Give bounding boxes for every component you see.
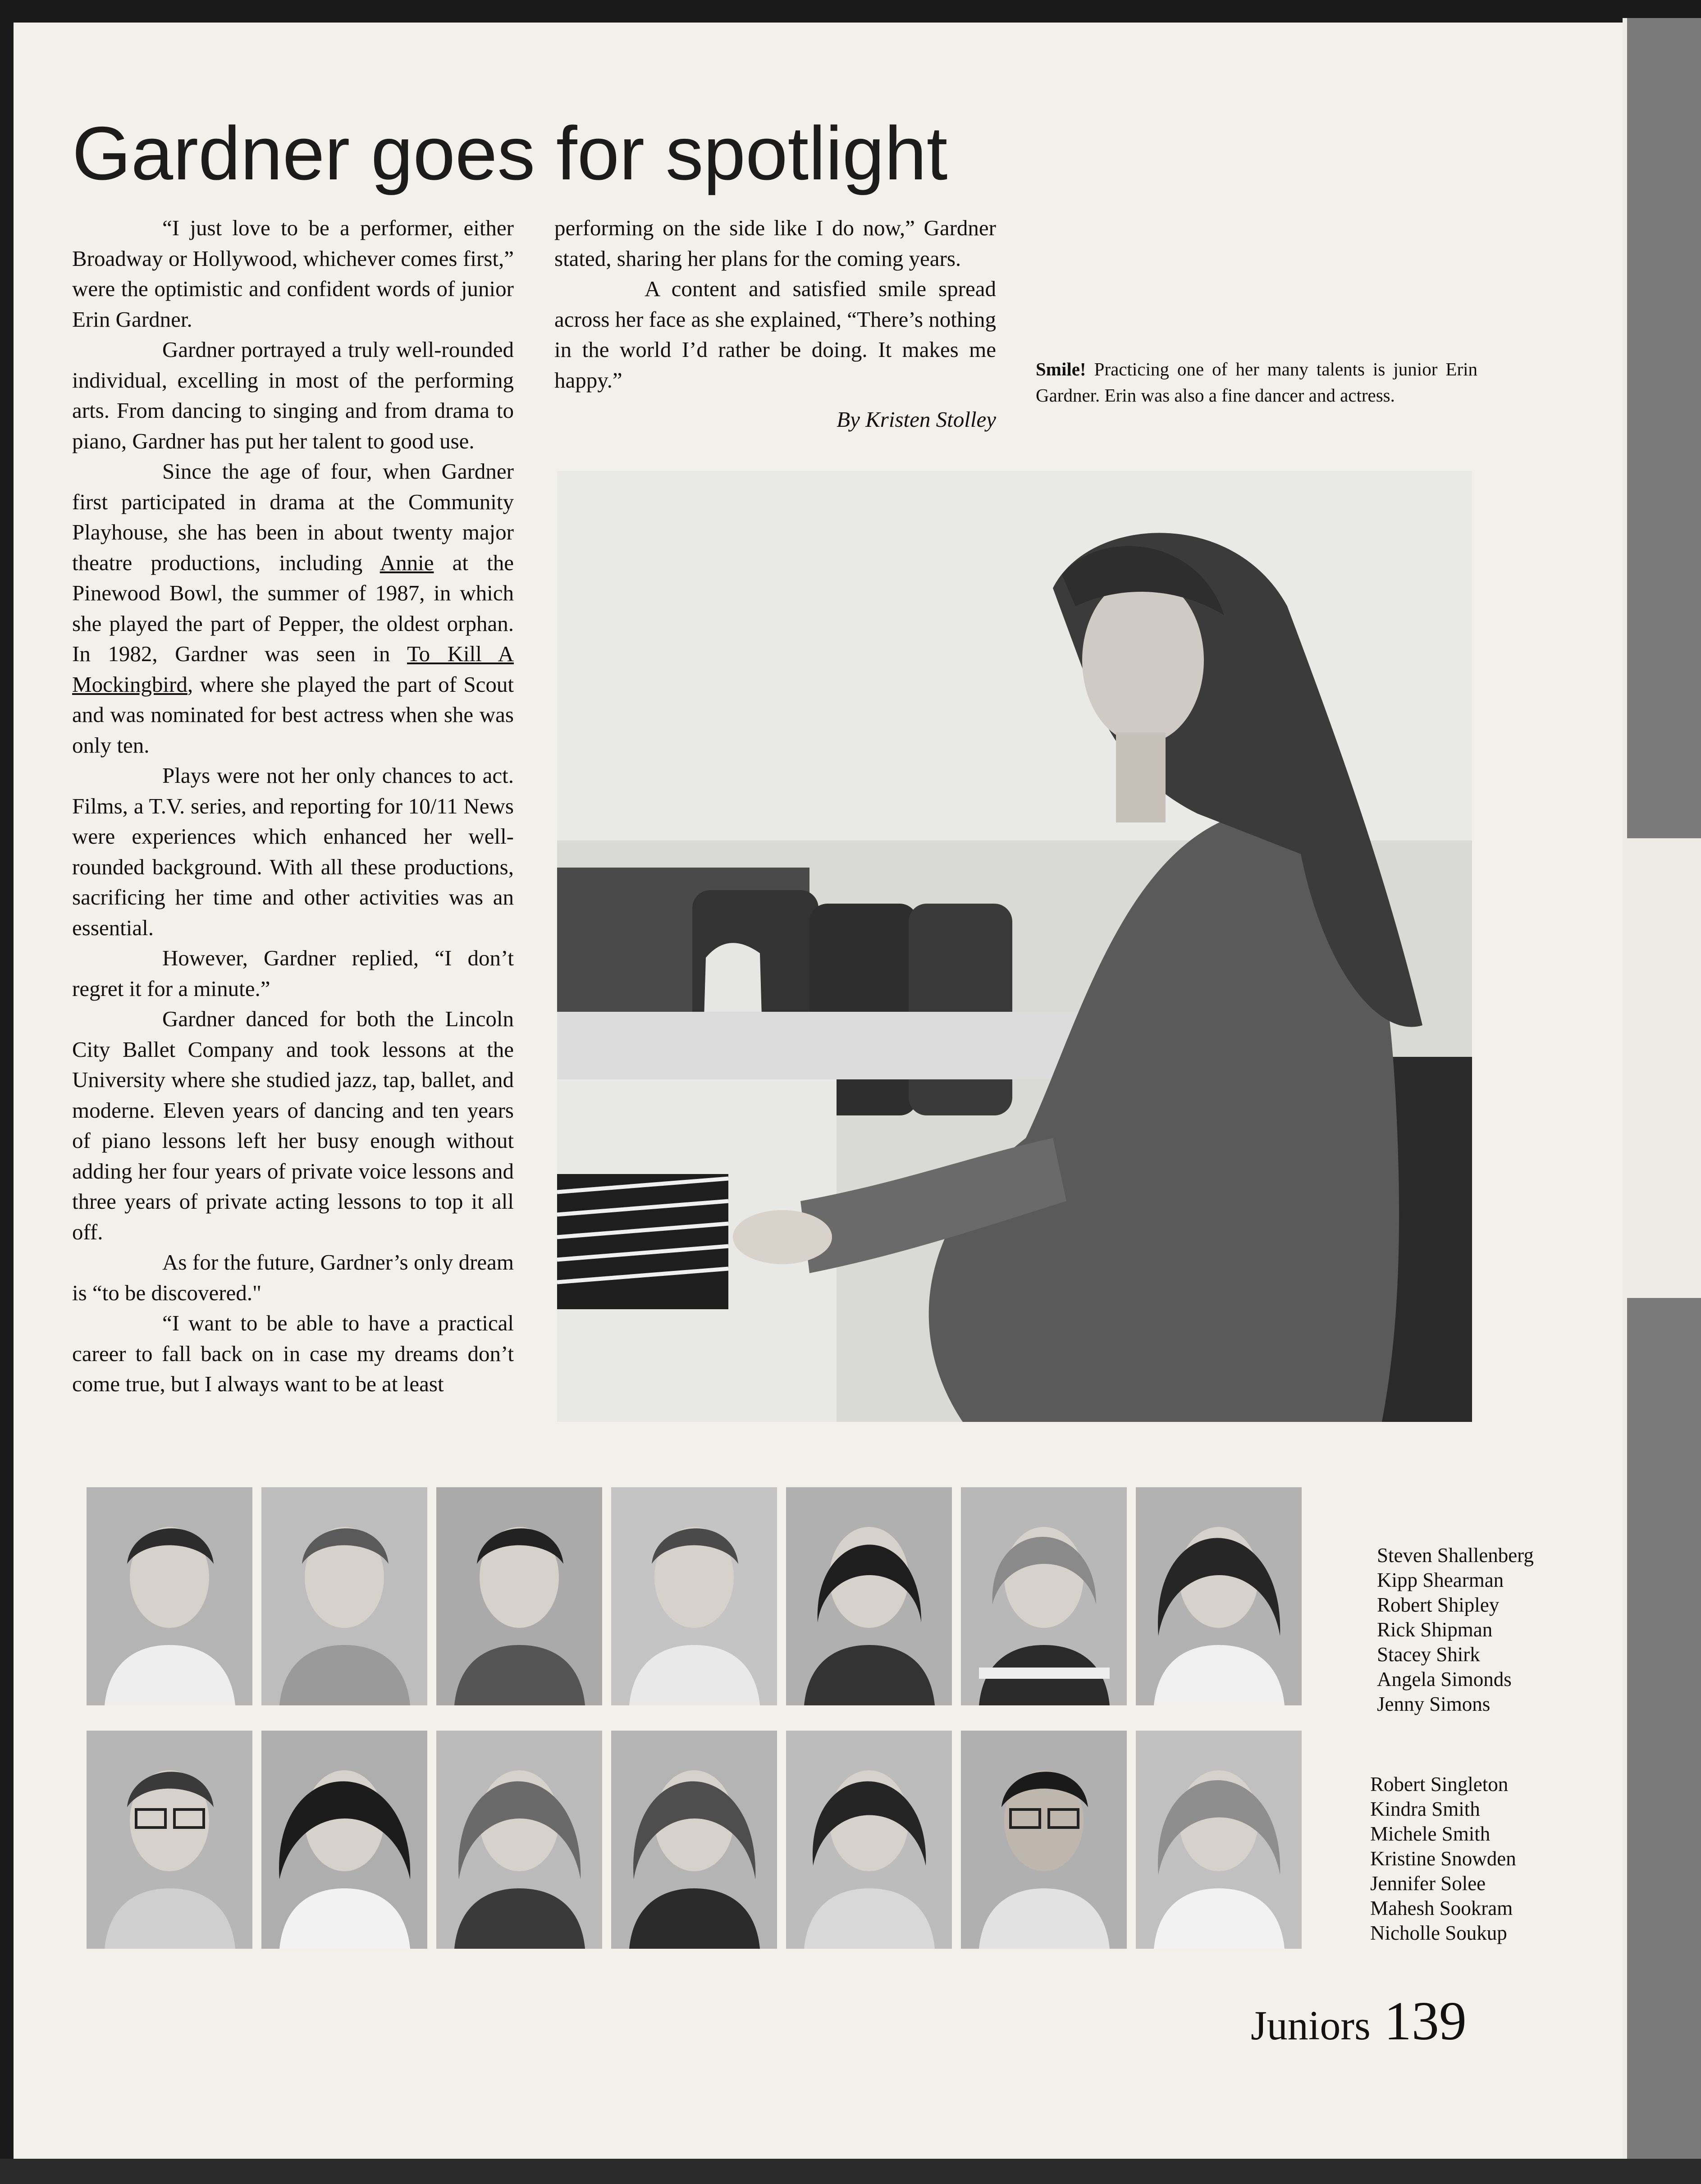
student-name: Robert Shipley (1377, 1594, 1500, 1616)
article-paragraph: Plays were not her only chances to act. Films, a T.V. series, and reporting for 10/11 News were experiences which enhanced her well-rounded background. With all these productions, sacrificing her time and other activities was an essential. (72, 763, 514, 940)
caption-lead: Smile! (1036, 359, 1086, 379)
portrait-photo (786, 1731, 952, 1949)
class-portraits (87, 1487, 1303, 1956)
portrait-photo (261, 1731, 427, 1949)
student-name: Kristine Snowden (1370, 1847, 1516, 1870)
student-name: Stacey Shirk (1377, 1643, 1480, 1666)
feature-photo (557, 471, 1472, 1422)
portrait-photo (611, 1487, 777, 1705)
portrait-photo (87, 1487, 252, 1705)
girl-at-piano-photo (557, 471, 1472, 1422)
article-text: at the Pinewood Bowl, the summer of 1987, in which she played the part of Pepper, the oldest orphan. In 1982, Gardner was seen in (72, 550, 514, 666)
article-paragraph: “I just love to be a performer, either Broadway or Hollywood, whichever comes first,” were the optimistic and confident words of junior Erin Gardner. (72, 215, 514, 332)
article-text: , where she played the part of Scout and was nominated for best actress when she was only ten. (72, 672, 514, 758)
article-paragraph: performing on the side like I do now,” Gardner stated, sharing her plans for the coming years. (554, 215, 996, 271)
section-name: Juniors (1251, 2002, 1371, 2048)
portrait-photo (961, 1731, 1127, 1949)
page-tab-lower (1627, 1298, 1701, 2168)
title-mockingbird: To Kill A Mockingbird (72, 641, 514, 697)
article-paragraph: As for the future, Gardner’s only dream is “to be discovered." (72, 1250, 514, 1305)
portrait-photo (961, 1487, 1127, 1705)
portrait-photo (87, 1731, 252, 1949)
portrait-photo (1136, 1487, 1302, 1705)
article-paragraph: Gardner danced for both the Lincoln City Ballet Company and took lessons at the University where she studied jazz, tap, ballet, and moderne. Eleven years of dancing and ten years of piano lessons left her busy enough without adding her four years of private voice lessons and three years of private acting lessons to top it all off. (72, 1006, 514, 1244)
scanner-edge (0, 2159, 1701, 2184)
portrait-photo (611, 1731, 777, 1949)
article-column-2 (554, 213, 996, 435)
title-annie: Annie (380, 550, 434, 575)
page-number: 139 (1384, 1991, 1467, 2051)
article-paragraph (72, 456, 514, 760)
student-name: Angela Simonds (1377, 1668, 1512, 1691)
student-name: Jennifer Solee (1370, 1872, 1486, 1895)
article-paragraph: Gardner portrayed a truly well-rounded individual, excelling in most of the performing arts. From dancing to singing and from drama to piano, Gardner has put her talent to good use. (72, 337, 514, 453)
student-name: Nicholle Soukup (1370, 1922, 1507, 1944)
portrait-names-row-1 (1377, 1543, 1534, 1717)
student-name: Kipp Shearman (1377, 1569, 1504, 1591)
student-name: Michele Smith (1370, 1823, 1491, 1845)
student-name: Kindra Smith (1370, 1798, 1480, 1820)
student-name: Rick Shipman (1377, 1618, 1493, 1641)
student-name: Mahesh Sookram (1370, 1897, 1513, 1919)
student-name: Jenny Simons (1377, 1693, 1491, 1715)
article-paragraph: “I want to be able to have a practical career to fall back on in case my dreams don’t come true, but I always want to be at least (72, 1311, 514, 1396)
caption-text: Practicing one of her many talents is junior Erin Gardner. Erin was also a fine dancer and actress. (1036, 359, 1477, 406)
article-paragraph: A content and satisfied smile spread across her face as she explained, “There’s nothing in the world I’d rather be doing. It makes me happy.” (554, 276, 996, 393)
portrait-names-row-2 (1370, 1772, 1516, 1946)
page-folio (1251, 1990, 1467, 2053)
byline: By Kristen Stolley (837, 407, 996, 432)
student-name: Robert Singleton (1370, 1773, 1509, 1796)
portrait-photo (1136, 1731, 1302, 1949)
article-text: Since the age of four, when Gardner first participated in drama at the Community Playhouse, she has been in about twenty major theatre productions, including (72, 459, 514, 575)
portrait-photo (786, 1487, 952, 1705)
article-paragraph: However, Gardner replied, “I don’t regret it for a minute.” (72, 946, 514, 1001)
page-tab-upper (1627, 18, 1701, 838)
student-name: Steven Shallenberg (1377, 1544, 1534, 1567)
portrait-photo (436, 1731, 602, 1949)
portrait-photo (436, 1487, 602, 1705)
photo-caption (1036, 356, 1477, 408)
article-column-1 (72, 213, 514, 1399)
portrait-photo (261, 1487, 427, 1705)
article-headline: Gardner goes for spotlight (72, 111, 948, 196)
